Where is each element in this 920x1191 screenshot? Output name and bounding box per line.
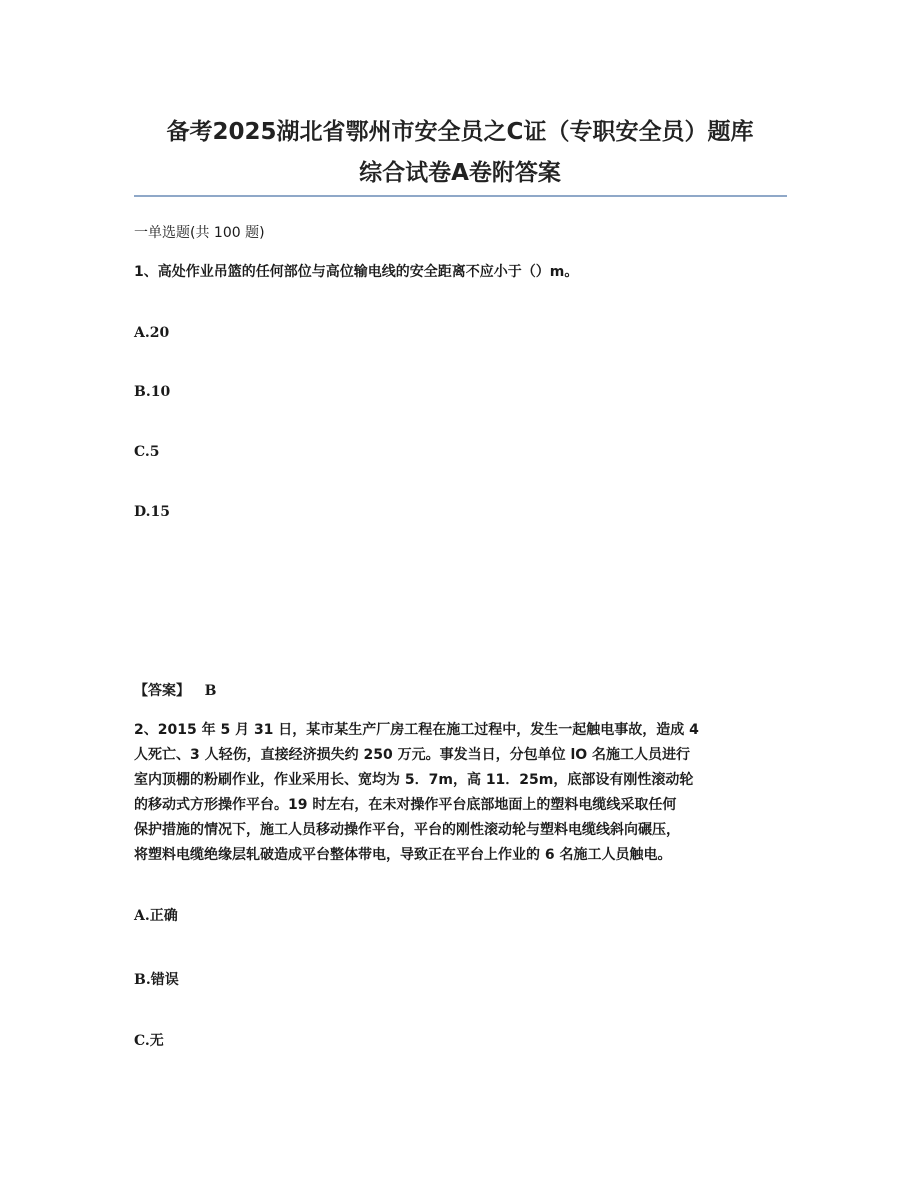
question-2-stem-line: 人死亡、3 人轻伤，直接经济损失约 250 万元。事发当日，分包单位 lO 名施工人员进行 bbox=[134, 747, 691, 763]
document-title bbox=[120, 112, 800, 194]
question-1-option-d: D.15 bbox=[134, 504, 170, 520]
answer-label: 【答案】 bbox=[134, 683, 190, 699]
document-title-line-1: 备考2025湖北省鄂州市安全员之C证（专职安全员）题库 bbox=[166, 119, 754, 145]
question-1-stem: 1、高处作业吊篮的任何部位与高位输电线的安全距离不应小于（）m。 bbox=[134, 264, 579, 280]
question-2-stem bbox=[134, 718, 784, 868]
question-2-option-a: A.正确 bbox=[134, 908, 178, 924]
question-2-stem-line: 室内顶棚的粉刷作业，作业采用长、宽均为 5．7m，高 11．25m，底部设有刚性滚动轮 bbox=[134, 772, 694, 788]
question-1-option-a: A.20 bbox=[134, 325, 170, 341]
title-divider bbox=[134, 195, 787, 197]
question-1-option-b: B.10 bbox=[134, 384, 171, 400]
question-2-stem-line: 保护措施的情况下，施工人员移动操作平台，平台的刚性滚动轮与塑料电缆线斜向碾压， bbox=[134, 822, 680, 838]
question-1-answer bbox=[134, 681, 216, 701]
document-title-line-2: 综合试卷A卷附答案 bbox=[359, 160, 561, 186]
question-2-option-c: C.无 bbox=[134, 1033, 164, 1049]
question-2-stem-line: 的移动式方形操作平台。19 时左右，在未对操作平台底部地面上的塑料电缆线采取任何 bbox=[134, 797, 677, 813]
question-1-option-c: C.5 bbox=[134, 444, 160, 460]
question-2-stem-line: 将塑料电缆绝缘层轧破造成平台整体带电，导致正在平台上作业的 6 名施工人员触电。 bbox=[134, 847, 672, 863]
section-heading: 一单选题(共 100 题) bbox=[134, 225, 265, 241]
question-2-option-b: B.错误 bbox=[134, 972, 179, 988]
answer-value: B bbox=[204, 683, 217, 699]
question-2-stem-line: 2、2015 年 5 月 31 日，某市某生产厂房工程在施工过程中，发生一起触电事故，造成 4 bbox=[134, 722, 699, 738]
